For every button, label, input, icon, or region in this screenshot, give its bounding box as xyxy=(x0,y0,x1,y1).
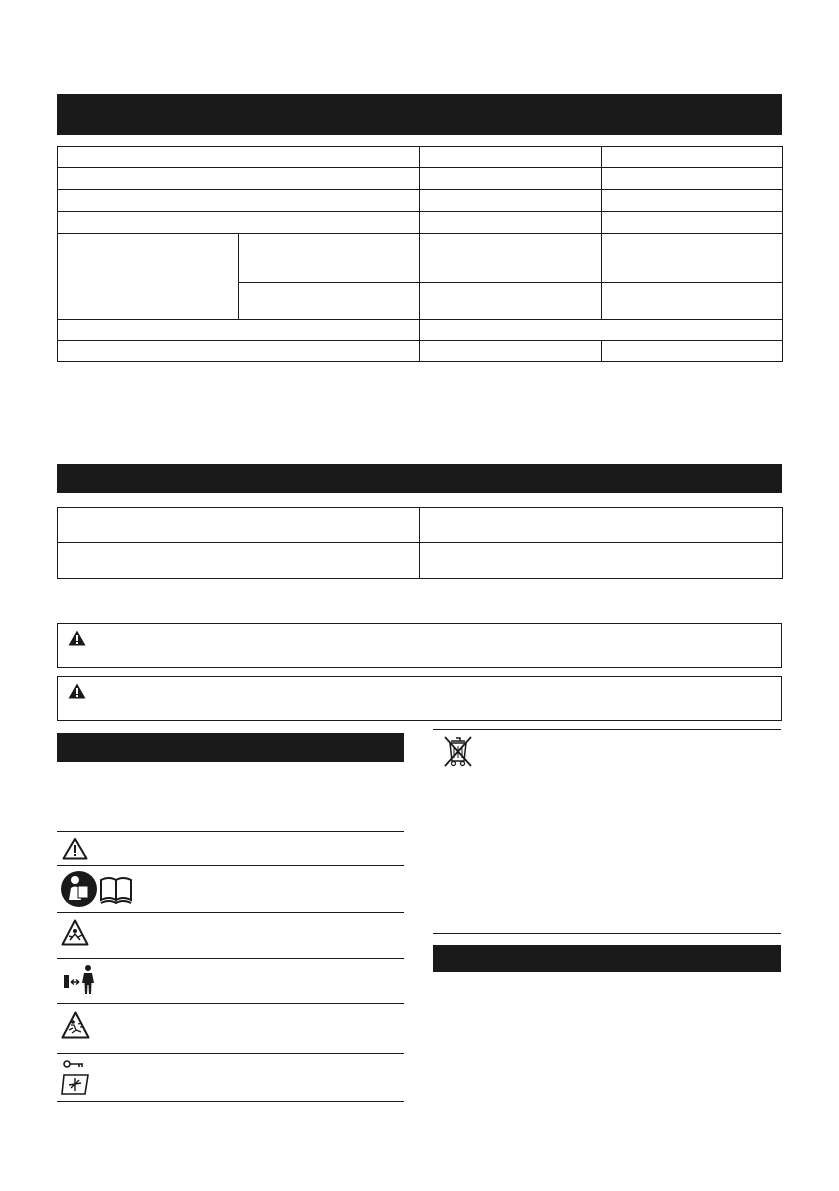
warning-box xyxy=(57,623,782,668)
table-cell xyxy=(602,212,783,234)
table-row xyxy=(58,543,783,579)
table-cell xyxy=(602,283,783,320)
table-row xyxy=(58,212,783,234)
specifications-table xyxy=(57,146,783,362)
table-cell xyxy=(602,168,783,190)
table-cell xyxy=(420,234,602,283)
remove-key-icon xyxy=(61,1059,93,1097)
table-cell xyxy=(58,147,420,168)
table-row xyxy=(58,320,783,341)
section2-table xyxy=(57,507,783,579)
table-cell xyxy=(420,212,602,234)
table-cell xyxy=(58,234,239,320)
crossed-bin-icon xyxy=(438,735,478,767)
table-cell xyxy=(420,320,783,341)
warning-box xyxy=(57,676,782,721)
table-cell xyxy=(58,320,420,341)
section4-header xyxy=(433,945,781,972)
table-row xyxy=(58,234,783,283)
table-row xyxy=(58,341,783,362)
table-cell xyxy=(602,190,783,212)
table-row xyxy=(58,190,783,212)
flying-objects-icon xyxy=(61,919,89,946)
table-cell xyxy=(420,168,602,190)
thrown-objects-icon xyxy=(61,1011,90,1039)
table-cell xyxy=(602,341,783,362)
section2-header xyxy=(57,464,782,493)
symbols-header xyxy=(57,733,404,762)
table-cell xyxy=(602,147,783,168)
table-cell xyxy=(420,543,783,579)
table-cell xyxy=(420,283,602,320)
table-cell xyxy=(420,341,602,362)
warning-triangle-icon xyxy=(68,630,86,646)
table-cell xyxy=(58,341,420,362)
keep-distance-icon xyxy=(63,964,97,996)
table-row xyxy=(58,147,783,168)
specifications-header xyxy=(57,94,782,135)
warning-triangle-icon xyxy=(62,837,88,860)
table-cell xyxy=(420,190,602,212)
table-cell xyxy=(239,234,420,283)
table-cell xyxy=(58,212,420,234)
table-cell xyxy=(58,543,420,579)
table-cell xyxy=(420,147,602,168)
table-row xyxy=(58,508,783,543)
read-manual-icon xyxy=(60,870,132,908)
table-cell xyxy=(239,283,420,320)
table-cell xyxy=(602,234,783,283)
table-cell xyxy=(58,508,420,543)
table-cell xyxy=(58,168,420,190)
table-row xyxy=(58,168,783,190)
warning-triangle-icon xyxy=(68,683,86,699)
table-cell xyxy=(58,190,420,212)
table-cell xyxy=(420,508,783,543)
